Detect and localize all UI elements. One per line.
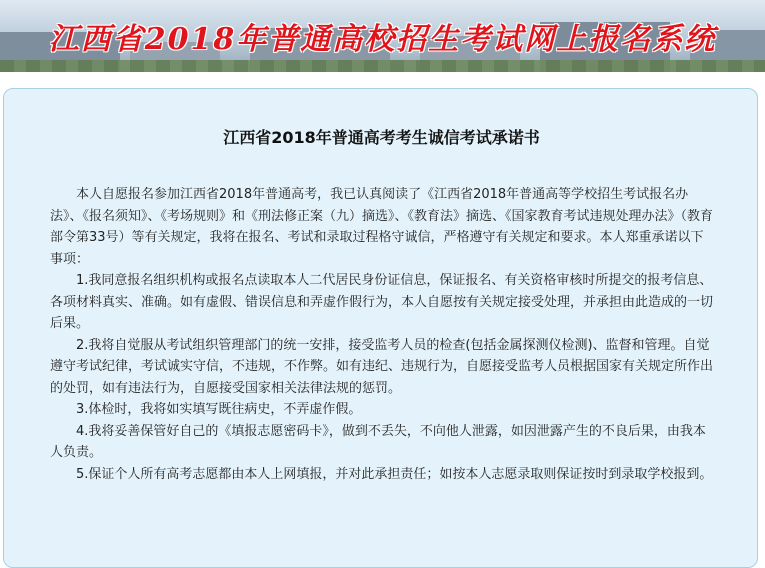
banner-title: 江西省2018年普通高校招生考试网上报名系统 [48, 22, 717, 57]
paragraph-item-2: 2.我将自觉服从考试组织管理部门的统一安排，接受监考人员的检查(包括金属探测仪检测)、监督和管理。自觉遵守考试纪律，考试诚实守信，不违规，不作弊。如有违纪、违规行为，自愿接受监考人员根据国家有关规定所作出的处罚，如有违法行为，自愿接受国家相关法律法规的惩罚。 [50, 337, 714, 396]
paragraph-item-4: 4.我将妥善保管好自己的《填报志愿密码卡》，做到不丢失，不向他人泄露，如因泄露产生的不良后果，由我本人负责。 [50, 423, 706, 460]
header-banner [0, 0, 765, 72]
banner-trees [0, 60, 765, 72]
paragraph-intro: 本人自愿报名参加江西省2018年普通高考，我已认真阅读了《江西省2018年普通高等学校招生考试报名办法》、《报名须知》、《考场规则》和《刑法修正案（九）摘选》、《教育法》摘选、《国家教育考试违规处理办法》（教育部令第33号）等有关规定，我将在报名、考试和录取过程格守诚信，严格遵守有关规定和要求。本人郑重承诺以下事项： [50, 187, 714, 267]
document-body [50, 184, 714, 485]
paragraph-item-5: 5.保证个人所有高考志愿都由本人上网填报，并对此承担责任；如按本人志愿录取则保证按时到录取学校报到。 [76, 466, 713, 482]
pledge-panel [3, 88, 758, 568]
paragraph-item-1: 1.我同意报名组织机构或报名点读取本人二代居民身份证信息，保证报名、有关资格审核时所提交的报考信息、各项材料真实、准确。如有虚假、错误信息和弄虚作假行为，本人自愿按有关规定接受处理，并承担由此造成的一切后果。 [50, 273, 714, 331]
document-title: 江西省2018年普通高考考生诚信考试承诺书 [223, 128, 540, 147]
paragraph-item-3: 3.体检时，我将如实填写既往病史，不弄虚作假。 [76, 402, 362, 417]
